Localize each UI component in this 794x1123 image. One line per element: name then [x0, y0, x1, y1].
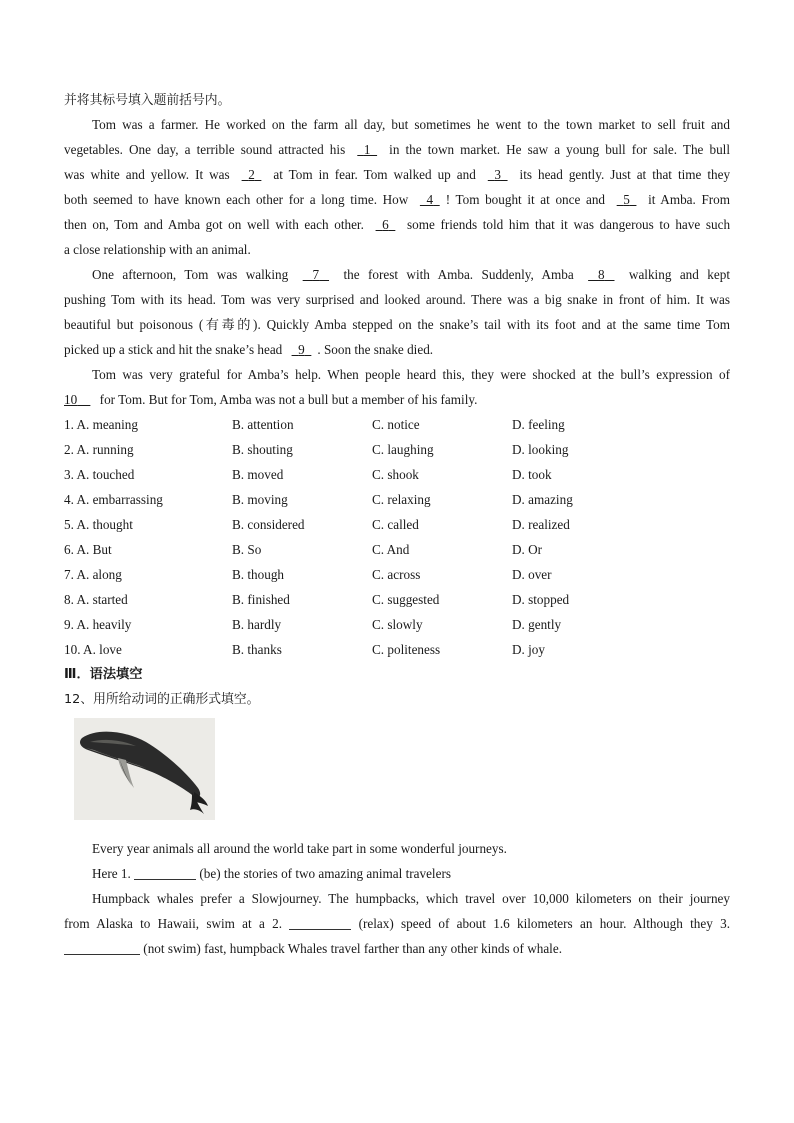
- passage-line-11: Tom was very grateful for Amba’s help. When people heard this, they were shocked at the bull’s expression of: [92, 367, 730, 382]
- option-6c[interactable]: C. And: [372, 542, 410, 557]
- option-8a[interactable]: 8. A. started: [64, 592, 128, 607]
- whale-illustration: [74, 718, 215, 820]
- option-row-1: [64, 412, 730, 437]
- option-1d[interactable]: D. feeling: [512, 417, 565, 432]
- section3-paragraph-1: Every year animals all around the world take part in some wonderful journeys.: [92, 841, 507, 856]
- blank-4[interactable]: 4: [426, 192, 434, 207]
- passage-line-3: was white and yellow. It was 2 at Tom in fear. Tom walked up and 3 its head gently. Just at that time they: [64, 162, 730, 187]
- option-4b[interactable]: B. moving: [232, 492, 288, 507]
- option-row-2: [64, 437, 730, 462]
- option-6a[interactable]: 6. A. But: [64, 542, 112, 557]
- option-row-4: [64, 487, 730, 512]
- option-4c[interactable]: C. relaxing: [372, 492, 431, 507]
- option-2c[interactable]: C. laughing: [372, 442, 434, 457]
- option-8b[interactable]: B. finished: [232, 592, 290, 607]
- option-6d[interactable]: D. Or: [512, 542, 543, 557]
- option-9a[interactable]: 9. A. heavily: [64, 617, 132, 632]
- blank-10[interactable]: 10: [64, 392, 78, 407]
- section3-paragraph-2: Here 1. (be) the stories of two amazing animal travelers: [92, 866, 451, 881]
- blank-9[interactable]: 9: [298, 342, 305, 357]
- blank-5[interactable]: 5: [623, 192, 630, 207]
- passage-line-9: beautiful but poisonous (有毒的). Quickly Amba stepped on the snake’s tail with its foot and at the same time Tom: [64, 317, 730, 332]
- option-5d[interactable]: D. realized: [512, 517, 570, 532]
- option-1c[interactable]: C. notice: [372, 417, 420, 432]
- option-row-5: [64, 512, 730, 537]
- option-row-8: [64, 587, 730, 612]
- option-7d[interactable]: D. over: [512, 567, 552, 582]
- option-row-6: [64, 537, 730, 562]
- option-10c[interactable]: C. politeness: [372, 642, 441, 657]
- passage-line-8: pushing Tom with its head. Tom was very surprised and looked around. There was a big snake in front of him. It was: [64, 292, 730, 307]
- option-3c[interactable]: C. shook: [372, 467, 419, 482]
- option-2b[interactable]: B. shouting: [232, 442, 293, 457]
- option-3a[interactable]: 3. A. touched: [64, 467, 135, 482]
- option-7b[interactable]: B. though: [232, 567, 285, 582]
- blank-1[interactable]: 1: [363, 142, 371, 157]
- blank-8[interactable]: 8: [598, 267, 605, 282]
- option-1b[interactable]: B. attention: [232, 417, 294, 432]
- passage-line-6: a close relationship with an animal.: [64, 242, 251, 257]
- option-2a[interactable]: 2. A. running: [64, 442, 134, 457]
- option-7c[interactable]: C. across: [372, 567, 421, 582]
- answer-blank-1[interactable]: [134, 865, 196, 880]
- humpback-whale-image: [74, 718, 215, 820]
- option-2d[interactable]: D. looking: [512, 442, 569, 457]
- section3-paragraph-3-line-3: (not swim) fast, humpback Whales travel farther than any other kinds of whale.: [64, 936, 730, 961]
- option-5c[interactable]: C. called: [372, 517, 419, 532]
- answer-blank-3[interactable]: [64, 940, 140, 955]
- option-8d[interactable]: D. stopped: [512, 592, 570, 607]
- blank-3[interactable]: 3: [494, 167, 501, 182]
- passage-line-2: vegetables. One day, a terrible sound attracted his 1 in the town market. He saw a young bull for sale. The bull: [64, 137, 730, 162]
- option-7a[interactable]: 7. A. along: [64, 567, 122, 582]
- blank-7[interactable]: 7: [312, 267, 320, 282]
- passage-line-5: then on, Tom and Amba got on well with each other. 6 some friends told him that it was dangerous to have such: [64, 212, 730, 237]
- option-9b[interactable]: B. hardly: [232, 617, 282, 632]
- blank-6[interactable]: 6: [382, 217, 389, 232]
- option-3b[interactable]: B. moved: [232, 467, 284, 482]
- option-row-7: [64, 562, 730, 587]
- section3-paragraph-3-line-1: Humpback whales prefer a Slowjourney. The humpbacks, which travel over 10,000 kilometers on their journey: [92, 891, 730, 906]
- option-row-10: [64, 637, 730, 662]
- option-8c[interactable]: C. suggested: [372, 592, 440, 607]
- passage-line-1: Tom was a farmer. He worked on the farm all day, but sometimes he went to the town market to sell fruit and: [92, 117, 730, 132]
- option-9d[interactable]: D. gently: [512, 617, 562, 632]
- option-1a[interactable]: 1. A. meaning: [64, 417, 138, 432]
- option-9c[interactable]: C. slowly: [372, 617, 423, 632]
- option-10b[interactable]: B. thanks: [232, 642, 282, 657]
- option-10a[interactable]: 10. A. love: [64, 642, 122, 657]
- option-row-3: [64, 462, 730, 487]
- option-row-9: [64, 612, 730, 637]
- passage-line-12: 10 for Tom. But for Tom, Amba was not a bull but a member of his family.: [64, 387, 730, 412]
- question-12-prompt: 12、用所给动词的正确形式填空。: [64, 692, 260, 707]
- answer-blank-2[interactable]: [289, 915, 351, 930]
- option-4d[interactable]: D. amazing: [512, 492, 573, 507]
- option-10d[interactable]: D. joy: [512, 642, 545, 657]
- option-5a[interactable]: 5. A. thought: [64, 517, 133, 532]
- option-6b[interactable]: B. So: [232, 542, 262, 557]
- passage-line-7: One afternoon, Tom was walking 7 the forest with Amba. Suddenly, Amba 8 walking and kept: [92, 262, 730, 287]
- option-4a[interactable]: 4. A. embarrassing: [64, 492, 163, 507]
- passage-line-10: picked up a stick and hit the snake’s head 9 . Soon the snake died.: [64, 337, 730, 362]
- option-3d[interactable]: D. took: [512, 467, 552, 482]
- section3-paragraph-3-line-2: from Alaska to Hawaii, swim at a 2. (relax) speed of about 1.6 kilometers an hour. Although they 3.: [64, 916, 730, 931]
- blank-2[interactable]: 2: [248, 167, 255, 182]
- passage-line-4: both seemed to have known each other for a long time. How 4 ! Tom bought it at once and 5 it Amba. From: [64, 187, 730, 212]
- option-5b[interactable]: B. considered: [232, 517, 305, 532]
- section-heading: Ⅲ．语法填空: [64, 667, 143, 682]
- instruction-text: 并将其标号填入题前括号内。: [64, 93, 231, 108]
